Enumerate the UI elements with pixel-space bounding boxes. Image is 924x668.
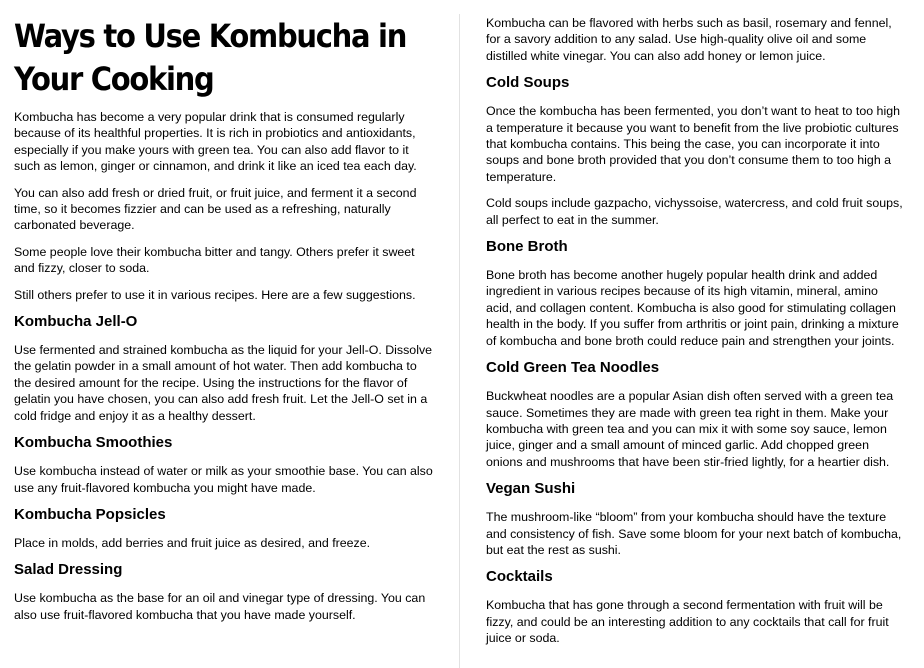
salad-dressing-continuation: Kombucha can be flavored with herbs such as basil, rosemary and fennel, for a savory addition to any salad. Use high-quality olive oil and some distilled white vinegar. You can also add honey or lemon juice. [486, 16, 892, 63]
intro-paragraph: Still others prefer to use it in various recipes. Here are a few suggestions. [14, 287, 416, 302]
intro-paragraph: Kombucha has become a very popular drink that is consumed regularly because of its healthful properties. It is rich in probiotics and antioxidants, especially if you make yours with green tea. You can also add flavor to it such as lemon, ginger or cinnamon, and drink it like an iced tea each day. [14, 110, 417, 174]
section-heading-cold-soups: Cold Soups [486, 74, 570, 92]
section-heading-salad-dressing: Salad Dressing [14, 561, 123, 579]
section-heading-popsicles: Kombucha Popsicles [14, 505, 166, 523]
left-column [14, 0, 434, 633]
section-body-smoothies: Use kombucha instead of water or milk as your smoothie base. You can also use any fruit-flavored kombucha you might have made. [14, 464, 433, 495]
section-heading-green-tea-noodles: Cold Green Tea Noodles [486, 359, 660, 377]
section-heading-cocktails: Cocktails [486, 568, 553, 586]
intro-paragraph: Some people love their kombucha bitter and tangy. Others prefer it sweet and fizzy, closer to soda. [14, 244, 415, 276]
section-body-cold-soups: Once the kombucha has been fermented, you don’t want to heat to too high a temperature it because you want to benefit from the live probiotic cultures that kombucha contains. This being the case, you can incorporate it into soups and bone broth provided that you don’t consume them to too high a temperature. [486, 104, 900, 184]
section-body-cocktails: Kombucha that has gone through a second fermentation with fruit will be fizzy, and could be an interesting addition to any cocktails that call for fruit juice or soda. [486, 598, 889, 646]
section-body-popsicles: Place in molds, add berries and fruit juice as desired, and freeze. [14, 535, 371, 550]
section-body-jello: Use fermented and strained kombucha as the liquid for your Jell-O. Dissolve the gelatin powder in a small amount of hot water. Then add kombucha to the desired amount for the recipe. Using the instructions for the flavor of gelatin you have chosen, you can also add fresh fruit. Let the Jell-O set in a cold fridge and enjoy it as a healthy dessert. [14, 343, 433, 423]
right-column [486, 0, 906, 657]
section-body-vegan-sushi: The mushroom-like “bloom” from your kombucha should have the texture and consistency of fish. Save some bloom for your next batch of kombucha, but eat the rest as sushi. [486, 510, 902, 557]
section-heading-jello: Kombucha Jell-O [14, 313, 138, 331]
section-body-green-tea-noodles: Buckwheat noodles are a popular Asian dish often served with a green tea sauce. Sometimes they are made with green tea right in them. Make your kombucha with green tea and you can mix it with some soy sauce, lemon juice, ginger and a small amount of minced garlic. Add chopped green onions and mushrooms that have been stir-fried lightly, for a heartier dish. [486, 389, 894, 469]
section-heading-bone-broth: Bone Broth [486, 238, 568, 256]
section-body-salad-dressing: Use kombucha as the base for an oil and vinegar type of dressing. You can also use fruit-flavored kombucha that you have made yourself. [14, 591, 426, 622]
section-heading-vegan-sushi: Vegan Sushi [486, 480, 576, 498]
column-divider [459, 14, 460, 668]
section-heading-smoothies: Kombucha Smoothies [14, 434, 173, 452]
intro-paragraph: You can also add fresh or dried fruit, or fruit juice, and ferment it a second time, so it becomes fizzier and can be used as a refreshing, naturally carbonated beverage. [14, 185, 417, 233]
section-body-cold-soups: Cold soups include gazpacho, vichyssoise, watercress, and cold fruit soups, all perfect to eat in the summer. [486, 196, 903, 227]
page-title: Ways to Use Kombucha in Your Cooking [14, 17, 407, 98]
section-body-bone-broth: Bone broth has become another hugely popular health drink and added ingredient in various recipes because of its high vitamin, mineral, amino acid, and collagen content. Kombucha is also good for stimulating collagen health in the body. If you suffer from arthritis or joint pain, drinking a mixture of kombucha and bone broth could reduce pain and strengthen your joints. [486, 268, 899, 348]
